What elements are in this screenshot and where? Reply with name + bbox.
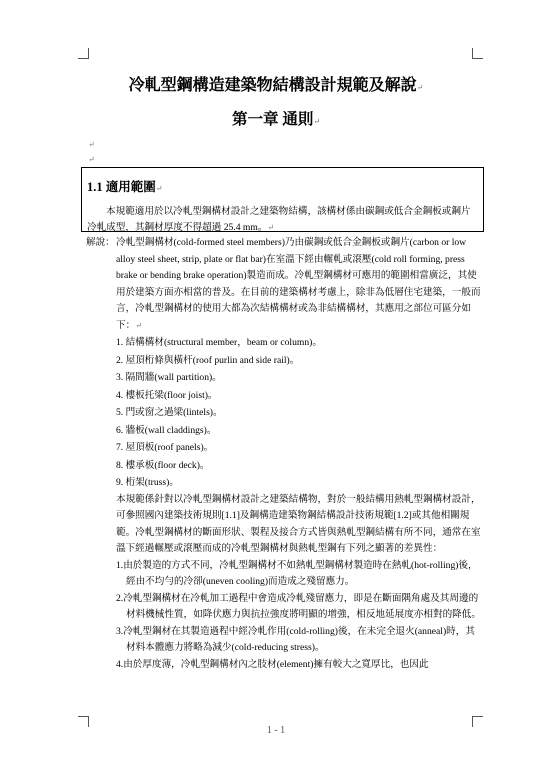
list-item-text: 9. 桁架(truss)。 <box>116 477 179 488</box>
list-item-text: 7. 屋頂板(roof panels)。 <box>116 442 214 453</box>
list-item-text: 5. 門或窗之過梁(lintels)。 <box>116 407 223 418</box>
list-item <box>116 657 482 674</box>
chapter-heading-text: 第一章 通則 <box>231 111 314 128</box>
section-heading <box>87 177 162 195</box>
document-title-text: 冷軋型鋼構造建築物結構設計規範及解說 <box>128 77 417 94</box>
list-item-text: 1.由於製造的方式不同，冷軋型鋼構材不如熱軋型鋼構材製造時在熱軋(hot-rolling)後，經由不均勻的冷卻(uneven cooling)而造成之殘留應力。 <box>116 559 478 587</box>
list-item-text: 2.冷軋型鋼構材在冷軋加工過程中會造成冷軋殘留應力，即是在斷面隅角處及其周邊的材料機械性質，如降伏應力與抗拉強度將明顯的增強，相反地延展度亦相對的降低。 <box>116 592 481 620</box>
empty-paragraph-mark: ↵ <box>88 140 95 149</box>
paragraph-mark: ↵ <box>267 222 275 232</box>
section-box <box>81 167 484 232</box>
section-body <box>87 204 478 235</box>
explanation-intro <box>116 235 482 334</box>
list-item <box>116 422 482 440</box>
list-item-text: 4.由於厚度薄，冷軋型鋼構材內之肢材(element)擁有較大之寬厚比，也因此 <box>116 658 429 670</box>
explanation-intro-text: 冷軋型鋼構材(cold-formed steel members)乃由碳鋼或低合金鋼板或鋼片(carbon or low alloy steel sheet, strip, plate or flat bar)在室溫下經由輾軋或滾壓(cold roll forming, press brake or bending brake operation)製造而成。冷軋型鋼構材可應用的範圍相當廣泛，其使用於建築方面亦相當的普及。在目前的建築構材考慮上，除非為低層住宅建築，一般而言，冷軋型鋼構材的使用大都為次結構構材或為非結構構材，其應用之部位可區分如下： <box>116 237 481 331</box>
list-item-text: 8. 樓承板(floor deck)。 <box>116 459 210 471</box>
list-item <box>116 334 482 352</box>
document-title <box>0 72 552 95</box>
list-item-text: 3.冷軋型鋼材在其製造過程中經冷軋作用(cold-rolling)後，在未完全退火(anneal)時，其材料本體應力將略為減少(cold-reducing stress)。 <box>116 625 475 653</box>
list-item-text: 2. 屋頂桁條與橫杆(roof purlin and side rail)。 <box>116 354 300 366</box>
page-number: 1 - 1 <box>266 725 286 736</box>
list-item <box>116 387 482 405</box>
list-item <box>116 591 482 624</box>
explanation-paragraph-text: 本規範係針對以冷軋型鋼構材設計之建築結構物，對於一般結構用熱軋型鋼構材設計，可參照國內建築技術規則[1.1]及鋼構造建築物鋼結構設計技術規範[1.2]或其他相關規範。冷軋型鋼構材的斷面形狀、製程及接合方式皆與熱軋型鋼結構有所不同，通常在室溫下經過輾壓或滾壓而成的冷軋型鋼構材與熱軋型鋼有下列之顯著的差異性： <box>116 493 481 554</box>
list-item <box>116 457 482 475</box>
list-item <box>116 624 482 657</box>
list-item-text: 4. 樓板托梁(floor joist)。 <box>116 389 218 401</box>
list-item-text: 6. 牆板(wall claddings)。 <box>116 424 217 436</box>
list-item-text: 1. 結構構材(structural member，beam or column)。 <box>116 337 322 348</box>
explanation <box>86 235 482 673</box>
crop-mark-top-right <box>472 48 483 59</box>
usage-list <box>116 334 482 492</box>
list-item <box>116 439 482 457</box>
crop-mark-top-left <box>78 48 89 59</box>
list-item <box>116 369 482 387</box>
empty-paragraph-mark: ↵ <box>88 155 95 164</box>
explanation-label: 解說： <box>86 237 115 248</box>
chapter-heading <box>0 107 552 129</box>
list-item <box>116 474 482 492</box>
list-item <box>116 404 482 422</box>
explanation-paragraph <box>116 492 482 558</box>
section-heading-text: 1.1 適用範圍 <box>87 180 156 194</box>
paragraph-mark: ↵ <box>155 184 163 193</box>
paragraph-mark: ↵ <box>313 117 321 126</box>
list-item <box>116 558 482 591</box>
list-item <box>116 352 482 370</box>
list-item-text: 3. 隔間牆(wall partition)。 <box>116 372 222 383</box>
paragraph-mark: ↵ <box>416 83 424 92</box>
section-body-text: 本規範適用於以冷軋型鋼構材設計之建築物結構，該構材係由碳鋼或低合金鋼板或鋼片冷軋成型，其鋼材厚度不得超過 25.4 mm。 <box>87 206 471 233</box>
difference-list <box>116 558 482 674</box>
paragraph-mark: ↵ <box>135 320 142 330</box>
